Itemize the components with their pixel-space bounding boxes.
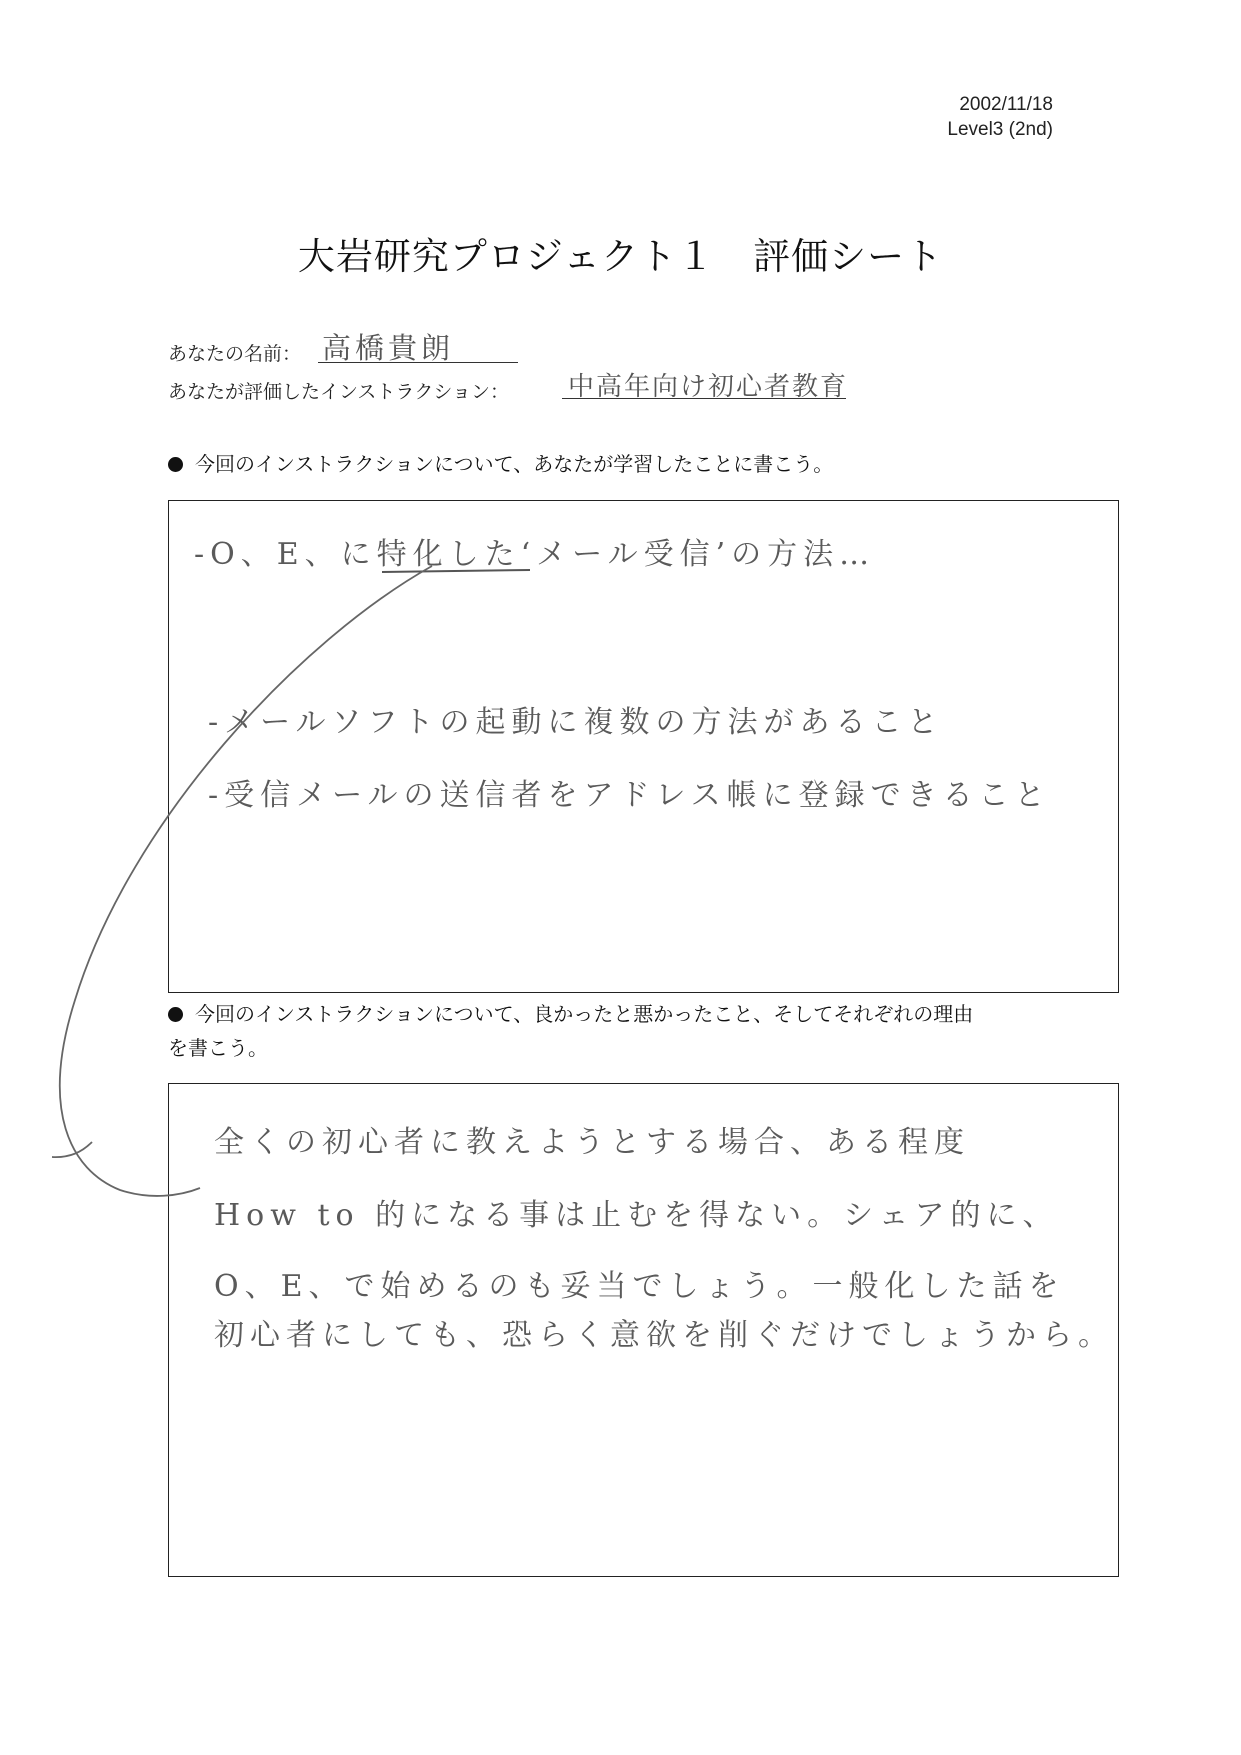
instruction-value: 中高年向け初心者教育: [568, 372, 849, 402]
name-value: 高橋貴朗: [322, 331, 455, 365]
section2-question-text-1: 今回のインストラクションについて、良かったと悪かったこと、そしてそれぞれの理由: [195, 1002, 974, 1026]
section1-question-text: 今回のインストラクションについて、あなたが学習したことに書こう。: [195, 452, 834, 476]
section2-question-text-2: を書こう。: [168, 1036, 268, 1060]
level-text: Level3 (2nd): [947, 119, 1053, 140]
annotation-arrow: [60, 566, 432, 1196]
page-title: 大岩研究プロジェクト１ 評価シート: [297, 235, 944, 278]
section2-answer-line: 全くの初心者に教えようとする場合、ある程度: [214, 1125, 970, 1160]
section1-answer-line: -O、E、に特化した‘メール受信’の方法…: [194, 537, 876, 572]
section1-answer-line: -受信メールの送信者をアドレス帳に登録できること: [208, 778, 1051, 813]
section2-answer-line: How to 的になる事は止むを得ない。シェア的に、: [214, 1198, 1059, 1233]
date-text: 2002/11/18: [959, 94, 1053, 115]
section2-answer-line: O、E、で始めるのも妥当でしょう。一般化した話を: [214, 1269, 1065, 1304]
name-label: あなたの名前：: [168, 343, 302, 365]
section2-answer-line: 初心者にしても、恐らく意欲を削ぐだけでしょうから。: [214, 1318, 1114, 1353]
instruction-label: あなたが評価したインストラクション：: [168, 381, 510, 403]
section1-answer-line: -メールソフトの起動に複数の方法があること: [208, 705, 944, 740]
annotation-underline: [382, 570, 530, 572]
